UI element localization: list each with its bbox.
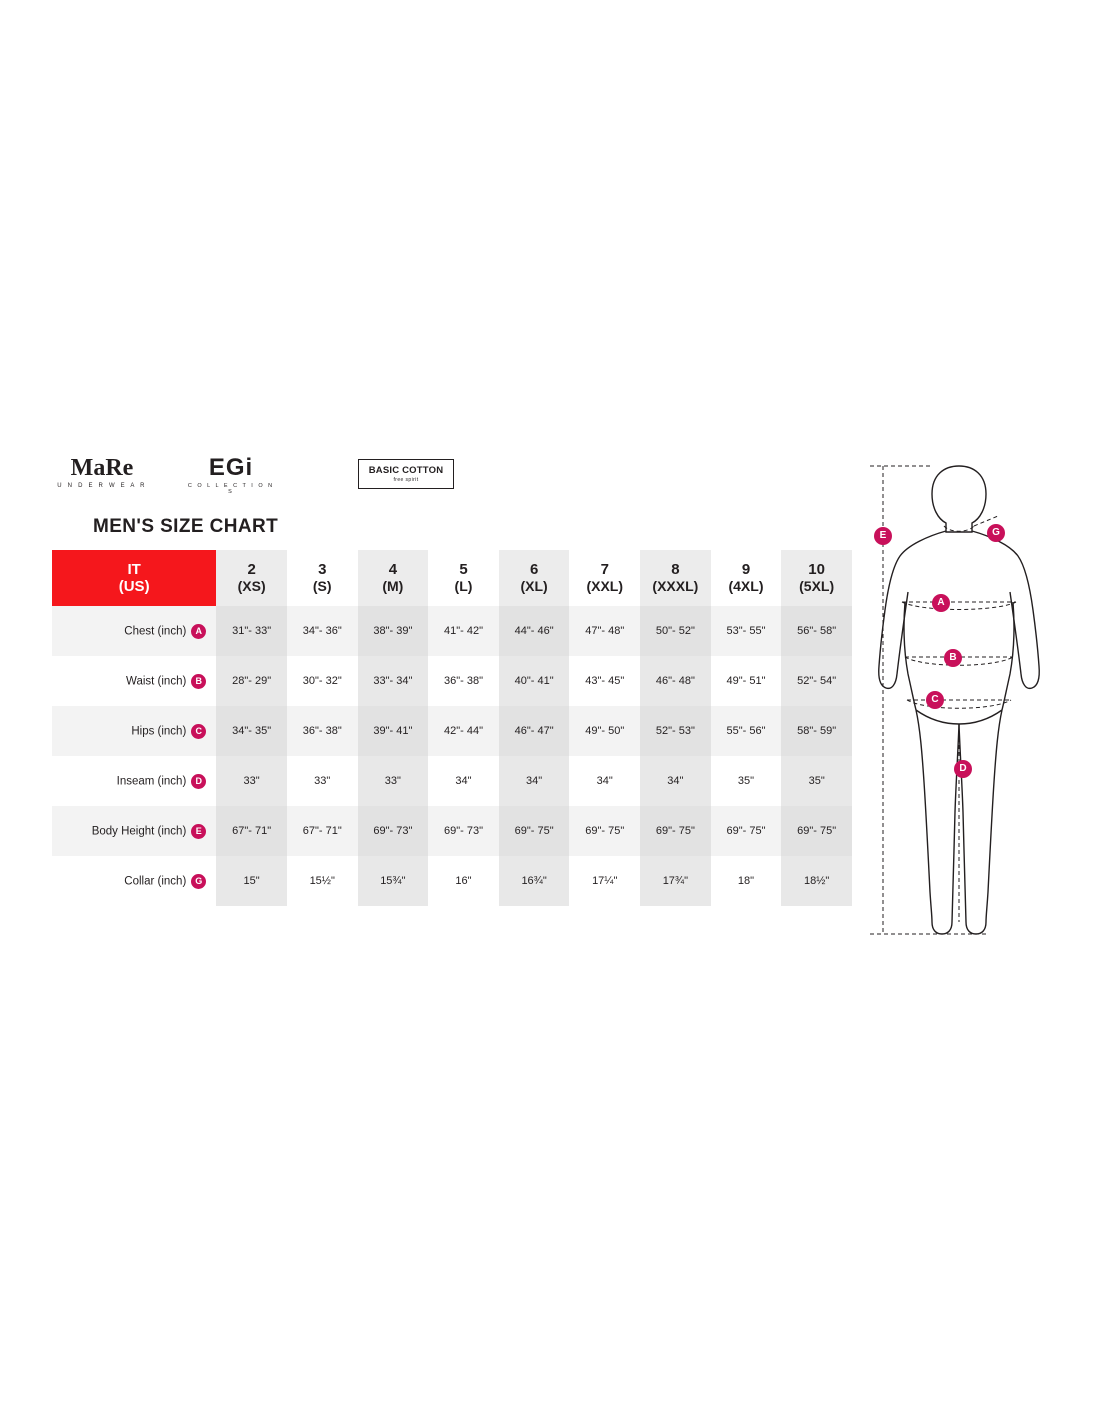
row-label-waist-text: Waist (inch) bbox=[126, 675, 187, 688]
header-size-1-us: (XS) bbox=[237, 578, 266, 594]
badge-a-icon: A bbox=[191, 624, 206, 639]
header-size-4 bbox=[428, 550, 499, 606]
cell: 69"- 75" bbox=[569, 806, 640, 856]
cell: 17¾" bbox=[640, 856, 711, 906]
cell: 46"- 48" bbox=[640, 656, 711, 706]
header-size-5-it: 6 bbox=[529, 561, 539, 578]
logo-basic-cotton-word: BASIC COTTON bbox=[368, 465, 444, 476]
row-label-waist bbox=[52, 656, 216, 706]
header-us: (US) bbox=[118, 578, 150, 595]
header-size-1-it: 2 bbox=[247, 561, 256, 578]
badge-d-icon: D bbox=[191, 774, 206, 789]
page-title: MEN'S SIZE CHART bbox=[93, 516, 279, 537]
badge-e-icon: E bbox=[191, 824, 206, 839]
logo-basic-cotton-sub: free spirit bbox=[393, 477, 419, 483]
row-label-hips bbox=[52, 706, 216, 756]
table-body bbox=[52, 606, 852, 906]
table-row bbox=[52, 756, 852, 806]
body-figure-svg bbox=[862, 452, 1058, 944]
table-row bbox=[52, 656, 852, 706]
header-size-4-it: 5 bbox=[459, 561, 468, 578]
row-label-collar bbox=[52, 856, 216, 906]
cell: 36"- 38" bbox=[287, 706, 358, 756]
header-size-8 bbox=[711, 550, 782, 606]
row-label-chest-text: Chest (inch) bbox=[124, 625, 187, 638]
cell: 18½" bbox=[781, 856, 852, 906]
cell: 69"- 75" bbox=[640, 806, 711, 856]
cell: 34" bbox=[455, 775, 472, 787]
logo-mare bbox=[52, 455, 152, 489]
row-label-body-height-text: Body Height (inch) bbox=[91, 825, 187, 838]
logo-egi bbox=[185, 456, 277, 495]
header-size-1 bbox=[216, 550, 287, 606]
cell: 39"- 41" bbox=[358, 706, 429, 756]
header-it-us bbox=[52, 550, 216, 606]
logo-mare-word: MaRe bbox=[70, 455, 134, 481]
cell: 41"- 42" bbox=[428, 606, 499, 656]
cell: 52"- 53" bbox=[640, 706, 711, 756]
cell: 53"- 55" bbox=[711, 606, 782, 656]
cell: 34"- 35" bbox=[216, 706, 287, 756]
table-row bbox=[52, 606, 852, 656]
header-size-7-us: (XXXL) bbox=[652, 578, 699, 594]
cell: 34"- 36" bbox=[287, 606, 358, 656]
table-row bbox=[52, 806, 852, 856]
header-size-8-us: (4XL) bbox=[728, 578, 764, 594]
cell: 16¾" bbox=[499, 856, 570, 906]
badge-c-icon: C bbox=[191, 724, 206, 739]
cell: 36"- 38" bbox=[443, 675, 483, 687]
badge-b-icon: B bbox=[191, 674, 206, 689]
cell: 28"- 29" bbox=[216, 656, 287, 706]
cell: 67"- 71" bbox=[287, 806, 358, 856]
row-label-hips-text: Hips (inch) bbox=[131, 725, 187, 738]
row-label-body-height bbox=[52, 806, 216, 856]
cell: 67"- 71" bbox=[216, 806, 287, 856]
cell: 31"- 33" bbox=[216, 606, 287, 656]
figure-badge-g-icon: G bbox=[987, 524, 1005, 542]
size-chart-table-wrap bbox=[52, 550, 852, 906]
header-size-4-us: (L) bbox=[454, 578, 473, 594]
cell: 56"- 58" bbox=[781, 606, 852, 656]
cell: 35" bbox=[737, 775, 755, 787]
row-label-inseam-text: Inseam (inch) bbox=[116, 775, 187, 788]
header-size-6 bbox=[569, 550, 640, 606]
cell: 15¾" bbox=[358, 856, 429, 906]
cell: 69"- 75" bbox=[711, 806, 782, 856]
cell: 58"- 59" bbox=[781, 706, 852, 756]
header-size-6-it: 7 bbox=[600, 561, 609, 578]
figure-badge-d-icon: D bbox=[954, 760, 972, 778]
logo-egi-sub: C O L L E C T I O N S bbox=[187, 483, 275, 495]
header-size-2-us: (S) bbox=[312, 578, 332, 594]
cell: 38"- 39" bbox=[358, 606, 429, 656]
figure-badge-b-icon: B bbox=[944, 649, 962, 667]
cell: 52"- 54" bbox=[781, 656, 852, 706]
size-chart-table bbox=[52, 550, 852, 906]
header-size-3-it: 4 bbox=[388, 561, 398, 578]
header-size-2-it: 3 bbox=[318, 561, 327, 578]
logo-mare-sub: U N D E R W E A R bbox=[57, 483, 147, 489]
header-size-9-it: 10 bbox=[808, 561, 825, 578]
figure-badge-e-icon: E bbox=[874, 527, 892, 545]
header-size-9 bbox=[781, 550, 852, 606]
cell: 46"- 47" bbox=[499, 706, 570, 756]
cell: 33"- 34" bbox=[358, 656, 429, 706]
header-size-9-us: (5XL) bbox=[799, 578, 835, 594]
cell: 50"- 52" bbox=[640, 606, 711, 656]
logo-egi-word: EGi bbox=[208, 454, 254, 481]
badge-g-icon: G bbox=[191, 874, 206, 889]
header-size-6-us: (XXL) bbox=[586, 578, 624, 594]
header-it: IT bbox=[127, 561, 141, 578]
cell: 15" bbox=[216, 856, 287, 906]
cell: 33" bbox=[216, 756, 287, 806]
cell: 33" bbox=[314, 775, 331, 787]
cell: 34" bbox=[596, 775, 613, 787]
row-label-inseam bbox=[52, 756, 216, 806]
table-row bbox=[52, 856, 852, 906]
figure-badge-c-icon: C bbox=[926, 691, 944, 709]
figure-badge-a-icon: A bbox=[932, 594, 950, 612]
cell: 69"- 75" bbox=[499, 806, 570, 856]
logo-basic-cotton bbox=[358, 459, 454, 489]
cell: 16" bbox=[455, 875, 472, 887]
row-label-collar-text: Collar (inch) bbox=[124, 875, 187, 888]
header-size-3 bbox=[358, 550, 429, 606]
cell: 44"- 46" bbox=[499, 606, 570, 656]
cell: 55"- 56" bbox=[711, 706, 782, 756]
cell: 15½" bbox=[309, 875, 335, 887]
table-row bbox=[52, 706, 852, 756]
row-label-chest bbox=[52, 606, 216, 656]
cell: 34" bbox=[499, 756, 570, 806]
body-measurement-diagram bbox=[862, 452, 1058, 944]
cell: 47"- 48" bbox=[569, 606, 640, 656]
cell: 33" bbox=[358, 756, 429, 806]
cell: 35" bbox=[781, 756, 852, 806]
header-size-5-us: (XL) bbox=[520, 578, 548, 594]
cell: 69"- 73" bbox=[358, 806, 429, 856]
cell: 18" bbox=[737, 875, 755, 887]
cell: 34" bbox=[640, 756, 711, 806]
cell: 40"- 41" bbox=[499, 656, 570, 706]
cell: 69"- 73" bbox=[428, 806, 499, 856]
header-size-8-it: 9 bbox=[741, 561, 751, 578]
cell: 42"- 44" bbox=[428, 706, 499, 756]
header-size-3-us: (M) bbox=[382, 578, 404, 594]
header-size-5 bbox=[499, 550, 570, 606]
cell: 30"- 32" bbox=[302, 675, 342, 687]
cell: 49"- 51" bbox=[726, 675, 766, 687]
cell: 49"- 50" bbox=[569, 706, 640, 756]
cell: 69"- 75" bbox=[781, 806, 852, 856]
header-size-7 bbox=[640, 550, 711, 606]
brand-logos bbox=[52, 455, 472, 501]
header-size-2 bbox=[287, 550, 358, 606]
table-header bbox=[52, 550, 852, 606]
cell: 43"- 45" bbox=[585, 675, 625, 687]
header-size-7-it: 8 bbox=[671, 561, 680, 578]
cell: 17¼" bbox=[592, 875, 618, 887]
